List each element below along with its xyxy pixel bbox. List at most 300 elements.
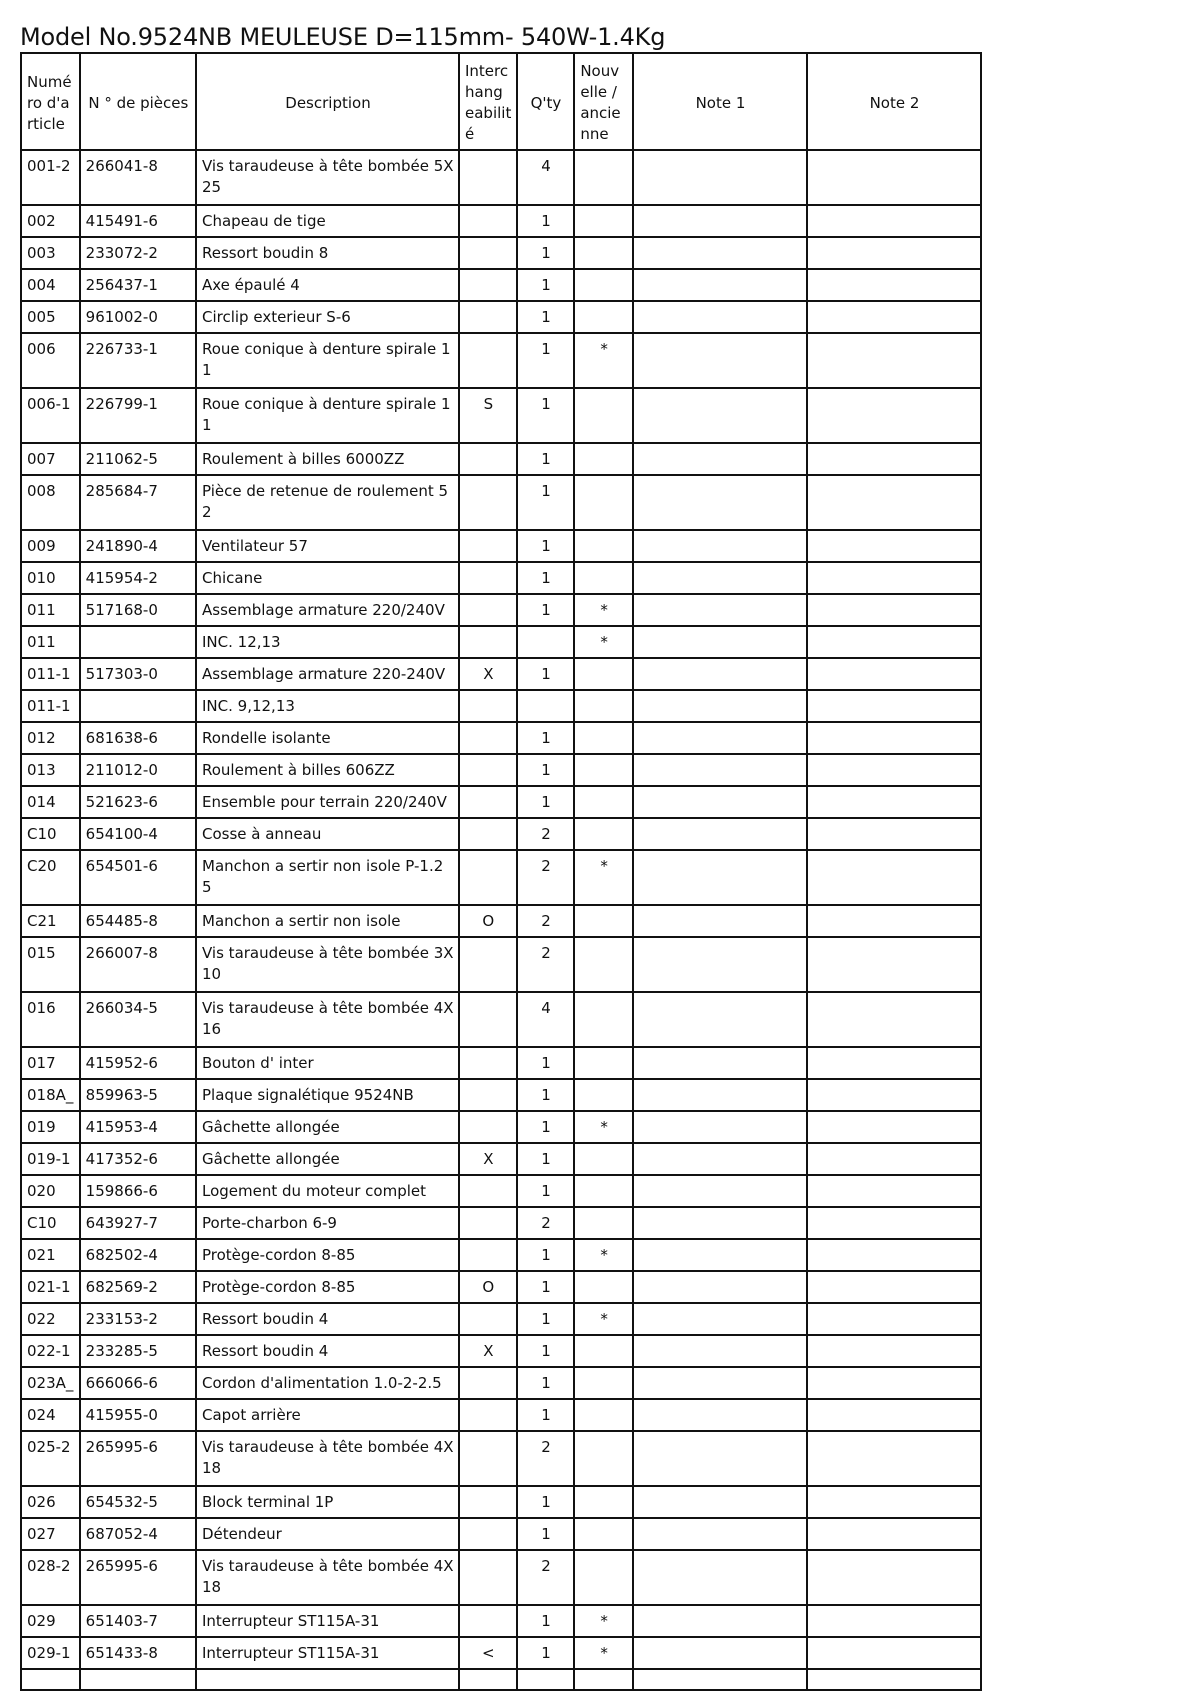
cell-qty: 2 [517, 905, 575, 937]
cell-interchangeability [459, 690, 517, 722]
cell-interchangeability: O [459, 905, 517, 937]
cell-note-2 [807, 388, 981, 443]
cell-description: Capot arrière [196, 1399, 459, 1431]
cell-item-no: 019 [21, 1111, 80, 1143]
cell-item-no: 016 [21, 992, 80, 1047]
cell-new-old: * [574, 594, 633, 626]
cell-note-1 [633, 658, 807, 690]
cell-description: Ventilateur 57 [196, 530, 459, 562]
cell-new-old [574, 1079, 633, 1111]
cell-part-no: 265995-6 [80, 1550, 196, 1605]
cell-qty: 1 [517, 1303, 575, 1335]
cell-new-old [574, 722, 633, 754]
cell-note-1 [633, 818, 807, 850]
cell-part-no: 233153-2 [80, 1303, 196, 1335]
cell-description: Détendeur [196, 1518, 459, 1550]
cell-item-no: 008 [21, 475, 80, 530]
cell-note-2 [807, 443, 981, 475]
cell-interchangeability [459, 475, 517, 530]
cell-description: Cordon d'alimentation 1.0-2-2.5 [196, 1367, 459, 1399]
cell-qty: 1 [517, 1175, 575, 1207]
cell-qty: 1 [517, 1047, 575, 1079]
cell-description: Vis taraudeuse à tête bombée 4X 18 [196, 1431, 459, 1486]
cell-interchangeability [459, 1079, 517, 1111]
parts-table-body [21, 150, 981, 1690]
table-row [21, 850, 981, 905]
cell-part-no: 654485-8 [80, 905, 196, 937]
cell-qty: 1 [517, 786, 575, 818]
cell-new-old [574, 1047, 633, 1079]
cell-qty: 1 [517, 301, 575, 333]
cell-note-2 [807, 237, 981, 269]
cell-interchangeability [459, 530, 517, 562]
cell-description: Manchon a sertir non isole P-1.2 5 [196, 850, 459, 905]
cell-note-1 [633, 388, 807, 443]
cell-note-2 [807, 205, 981, 237]
cell-note-1 [633, 301, 807, 333]
cell-description: Ensemble pour terrain 220/240V [196, 786, 459, 818]
cell-description: Axe épaulé 4 [196, 269, 459, 301]
page-title: Model No.9524NB MEULEUSE D=115mm- 540W-1.4Kg [20, 23, 666, 51]
cell-qty: 1 [517, 658, 575, 690]
cell-description: Gâchette allongée [196, 1111, 459, 1143]
table-row [21, 333, 981, 388]
cell-interchangeability [459, 754, 517, 786]
cell-interchangeability [459, 443, 517, 475]
cell-qty: 1 [517, 1143, 575, 1175]
cell-part-no: 517303-0 [80, 658, 196, 690]
cell-description: Vis taraudeuse à tête bombée 3X 10 [196, 937, 459, 992]
cell-new-old [574, 1399, 633, 1431]
table-row [21, 1303, 981, 1335]
cell-note-1 [633, 786, 807, 818]
header-qty: Q'ty [517, 53, 575, 150]
cell-new-old: * [574, 850, 633, 905]
cell-interchangeability [459, 1550, 517, 1605]
cell-note-2 [807, 1335, 981, 1367]
header-interchangeability: Interc hang eabilit é [459, 53, 517, 150]
table-row [21, 1143, 981, 1175]
table-row [21, 1111, 981, 1143]
table-row [21, 658, 981, 690]
cell-part-no: 241890-4 [80, 530, 196, 562]
cell-item-no: C10 [21, 1207, 80, 1239]
cell-qty: 1 [517, 530, 575, 562]
cell-part-no [80, 1669, 196, 1690]
cell-item-no: 012 [21, 722, 80, 754]
cell-qty [517, 626, 575, 658]
cell-interchangeability [459, 237, 517, 269]
cell-description: Porte-charbon 6-9 [196, 1207, 459, 1239]
cell-note-2 [807, 722, 981, 754]
cell-qty: 1 [517, 269, 575, 301]
cell-note-2 [807, 150, 981, 205]
cell-interchangeability: X [459, 1335, 517, 1367]
cell-interchangeability [459, 722, 517, 754]
cell-item-no: C20 [21, 850, 80, 905]
cell-note-2 [807, 626, 981, 658]
cell-description: INC. 9,12,13 [196, 690, 459, 722]
cell-part-no: 654100-4 [80, 818, 196, 850]
cell-note-1 [633, 754, 807, 786]
header-item-no: Numé ro d'a rticle [21, 53, 80, 150]
cell-description: Roulement à billes 6000ZZ [196, 443, 459, 475]
table-row [21, 1335, 981, 1367]
cell-qty: 1 [517, 1486, 575, 1518]
cell-qty: 1 [517, 754, 575, 786]
cell-part-no: 651403-7 [80, 1605, 196, 1637]
cell-item-no: 020 [21, 1175, 80, 1207]
cell-new-old: * [574, 626, 633, 658]
cell-new-old [574, 530, 633, 562]
table-row [21, 754, 981, 786]
cell-note-1 [633, 850, 807, 905]
cell-description: Vis taraudeuse à tête bombée 5X 25 [196, 150, 459, 205]
cell-new-old: * [574, 1303, 633, 1335]
cell-note-1 [633, 333, 807, 388]
cell-description: Protège-cordon 8-85 [196, 1271, 459, 1303]
cell-note-1 [633, 626, 807, 658]
cell-interchangeability [459, 626, 517, 658]
cell-interchangeability [459, 1239, 517, 1271]
cell-note-1 [633, 1207, 807, 1239]
table-row [21, 301, 981, 333]
cell-qty: 1 [517, 1637, 575, 1669]
cell-qty: 1 [517, 1271, 575, 1303]
cell-item-no: C21 [21, 905, 80, 937]
cell-description: Cosse à anneau [196, 818, 459, 850]
table-row [21, 1518, 981, 1550]
table-row [21, 1271, 981, 1303]
cell-new-old [574, 754, 633, 786]
cell-new-old [574, 562, 633, 594]
cell-note-1 [633, 992, 807, 1047]
cell-item-no: 015 [21, 937, 80, 992]
table-row [21, 1047, 981, 1079]
cell-qty [517, 1669, 575, 1690]
cell-part-no: 233072-2 [80, 237, 196, 269]
table-row [21, 562, 981, 594]
cell-note-2 [807, 269, 981, 301]
cell-part-no: 859963-5 [80, 1079, 196, 1111]
cell-new-old [574, 1669, 633, 1690]
cell-interchangeability: X [459, 1143, 517, 1175]
cell-note-1 [633, 150, 807, 205]
table-row [21, 626, 981, 658]
header-row [21, 53, 981, 150]
cell-note-2 [807, 850, 981, 905]
cell-note-2 [807, 333, 981, 388]
cell-note-2 [807, 1486, 981, 1518]
cell-note-1 [633, 237, 807, 269]
cell-note-1 [633, 1399, 807, 1431]
cell-item-no: 011 [21, 626, 80, 658]
cell-interchangeability [459, 1111, 517, 1143]
cell-note-1 [633, 1111, 807, 1143]
cell-part-no: 233285-5 [80, 1335, 196, 1367]
table-row [21, 150, 981, 205]
cell-interchangeability [459, 205, 517, 237]
cell-item-no: 018A_ [21, 1079, 80, 1111]
cell-part-no: 211012-0 [80, 754, 196, 786]
cell-qty: 4 [517, 150, 575, 205]
cell-part-no: 681638-6 [80, 722, 196, 754]
cell-note-2 [807, 530, 981, 562]
cell-part-no [80, 626, 196, 658]
cell-note-1 [633, 1079, 807, 1111]
cell-part-no: 654532-5 [80, 1486, 196, 1518]
cell-note-1 [633, 1271, 807, 1303]
cell-part-no: 266034-5 [80, 992, 196, 1047]
cell-qty: 1 [517, 722, 575, 754]
table-row [21, 443, 981, 475]
cell-interchangeability [459, 1518, 517, 1550]
cell-part-no: 417352-6 [80, 1143, 196, 1175]
cell-part-no: 415953-4 [80, 1111, 196, 1143]
cell-qty: 1 [517, 475, 575, 530]
cell-item-no [21, 1669, 80, 1690]
table-row [21, 594, 981, 626]
cell-note-1 [633, 1175, 807, 1207]
cell-item-no: 004 [21, 269, 80, 301]
cell-note-2 [807, 1550, 981, 1605]
cell-interchangeability: X [459, 658, 517, 690]
cell-new-old [574, 992, 633, 1047]
cell-part-no: 211062-5 [80, 443, 196, 475]
cell-interchangeability [459, 562, 517, 594]
cell-part-no: 256437-1 [80, 269, 196, 301]
cell-item-no: 011-1 [21, 658, 80, 690]
cell-item-no: 014 [21, 786, 80, 818]
cell-item-no: 028-2 [21, 1550, 80, 1605]
header-part-no: N ° de pièces [80, 53, 196, 150]
table-row [21, 1669, 981, 1690]
cell-description: Manchon a sertir non isole [196, 905, 459, 937]
table-row [21, 937, 981, 992]
cell-description: Chicane [196, 562, 459, 594]
cell-qty: 1 [517, 205, 575, 237]
cell-qty: 2 [517, 1550, 575, 1605]
cell-description: Chapeau de tige [196, 205, 459, 237]
cell-description: Interrupteur ST115A-31 [196, 1605, 459, 1637]
cell-interchangeability [459, 1669, 517, 1690]
cell-interchangeability: < [459, 1637, 517, 1669]
cell-qty: 1 [517, 1239, 575, 1271]
cell-item-no: 026 [21, 1486, 80, 1518]
cell-note-1 [633, 562, 807, 594]
cell-interchangeability [459, 850, 517, 905]
cell-item-no: C10 [21, 818, 80, 850]
cell-new-old [574, 1367, 633, 1399]
table-row [21, 1367, 981, 1399]
cell-description: Roue conique à denture spirale 1 1 [196, 333, 459, 388]
cell-part-no: 961002-0 [80, 301, 196, 333]
cell-description: Ressort boudin 8 [196, 237, 459, 269]
cell-new-old [574, 1550, 633, 1605]
cell-new-old [574, 690, 633, 722]
cell-interchangeability [459, 150, 517, 205]
cell-item-no: 027 [21, 1518, 80, 1550]
cell-interchangeability [459, 1207, 517, 1239]
table-row [21, 1399, 981, 1431]
cell-description: Roue conique à denture spirale 1 1 [196, 388, 459, 443]
cell-description: Circlip exterieur S-6 [196, 301, 459, 333]
cell-qty: 1 [517, 1367, 575, 1399]
cell-item-no: 025-2 [21, 1431, 80, 1486]
table-row [21, 269, 981, 301]
cell-interchangeability [459, 1486, 517, 1518]
cell-interchangeability [459, 1367, 517, 1399]
cell-note-1 [633, 1550, 807, 1605]
cell-note-2 [807, 1669, 981, 1690]
cell-note-2 [807, 754, 981, 786]
cell-qty: 2 [517, 1207, 575, 1239]
cell-description: Ressort boudin 4 [196, 1335, 459, 1367]
cell-interchangeability [459, 1175, 517, 1207]
table-row [21, 1486, 981, 1518]
cell-part-no: 687052-4 [80, 1518, 196, 1550]
cell-part-no: 643927-7 [80, 1207, 196, 1239]
cell-item-no: 024 [21, 1399, 80, 1431]
cell-note-2 [807, 1271, 981, 1303]
cell-qty: 1 [517, 562, 575, 594]
cell-item-no: 006 [21, 333, 80, 388]
cell-new-old: * [574, 1637, 633, 1669]
cell-note-2 [807, 818, 981, 850]
cell-new-old [574, 1271, 633, 1303]
header-note-1: Note 1 [633, 53, 807, 150]
cell-qty: 2 [517, 937, 575, 992]
cell-note-2 [807, 1399, 981, 1431]
cell-new-old: * [574, 1111, 633, 1143]
cell-part-no: 266007-8 [80, 937, 196, 992]
cell-note-1 [633, 1486, 807, 1518]
cell-item-no: 023A_ [21, 1367, 80, 1399]
cell-item-no: 019-1 [21, 1143, 80, 1175]
cell-qty: 1 [517, 1335, 575, 1367]
cell-new-old [574, 301, 633, 333]
cell-qty: 1 [517, 1518, 575, 1550]
cell-description: Rondelle isolante [196, 722, 459, 754]
cell-new-old [574, 443, 633, 475]
cell-note-1 [633, 530, 807, 562]
cell-description: Protège-cordon 8-85 [196, 1239, 459, 1271]
cell-note-2 [807, 594, 981, 626]
header-new-old: Nouv elle / ancie nne [574, 53, 633, 150]
cell-interchangeability [459, 1431, 517, 1486]
cell-new-old [574, 658, 633, 690]
cell-qty: 1 [517, 388, 575, 443]
cell-item-no: 006-1 [21, 388, 80, 443]
cell-qty [517, 690, 575, 722]
cell-note-1 [633, 1367, 807, 1399]
cell-new-old: * [574, 333, 633, 388]
cell-description: Logement du moteur complet [196, 1175, 459, 1207]
cell-item-no: 007 [21, 443, 80, 475]
cell-note-2 [807, 301, 981, 333]
cell-note-2 [807, 562, 981, 594]
cell-part-no: 415491-6 [80, 205, 196, 237]
cell-note-2 [807, 786, 981, 818]
cell-part-no: 651433-8 [80, 1637, 196, 1669]
cell-description: Plaque signalétique 9524NB [196, 1079, 459, 1111]
cell-note-2 [807, 1637, 981, 1669]
cell-note-2 [807, 1239, 981, 1271]
cell-note-2 [807, 1143, 981, 1175]
cell-note-2 [807, 1111, 981, 1143]
cell-new-old: * [574, 1605, 633, 1637]
cell-description: Ressort boudin 4 [196, 1303, 459, 1335]
cell-part-no: 654501-6 [80, 850, 196, 905]
cell-note-1 [633, 1431, 807, 1486]
cell-interchangeability [459, 1399, 517, 1431]
cell-qty: 2 [517, 1431, 575, 1486]
cell-part-no: 666066-6 [80, 1367, 196, 1399]
cell-item-no: 010 [21, 562, 80, 594]
cell-note-1 [633, 1303, 807, 1335]
cell-new-old [574, 1143, 633, 1175]
cell-part-no: 159866-6 [80, 1175, 196, 1207]
cell-item-no: 029 [21, 1605, 80, 1637]
cell-item-no: 001-2 [21, 150, 80, 205]
cell-note-1 [633, 205, 807, 237]
cell-qty: 1 [517, 594, 575, 626]
parts-table [20, 52, 982, 1691]
cell-interchangeability [459, 786, 517, 818]
cell-new-old [574, 1175, 633, 1207]
cell-new-old [574, 150, 633, 205]
cell-new-old [574, 1431, 633, 1486]
table-row [21, 530, 981, 562]
cell-part-no [80, 690, 196, 722]
table-row [21, 992, 981, 1047]
table-row [21, 690, 981, 722]
header-description: Description [196, 53, 459, 150]
table-row [21, 1637, 981, 1669]
table-row [21, 1079, 981, 1111]
cell-qty: 2 [517, 818, 575, 850]
cell-note-1 [633, 1518, 807, 1550]
cell-part-no: 415954-2 [80, 562, 196, 594]
cell-part-no: 682502-4 [80, 1239, 196, 1271]
cell-new-old [574, 269, 633, 301]
cell-note-1 [633, 1637, 807, 1669]
cell-item-no: 029-1 [21, 1637, 80, 1669]
cell-interchangeability [459, 594, 517, 626]
cell-part-no: 517168-0 [80, 594, 196, 626]
cell-qty: 1 [517, 1079, 575, 1111]
cell-description: Gâchette allongée [196, 1143, 459, 1175]
cell-new-old [574, 475, 633, 530]
cell-part-no: 266041-8 [80, 150, 196, 205]
table-row [21, 475, 981, 530]
table-row [21, 1175, 981, 1207]
cell-note-1 [633, 1335, 807, 1367]
cell-description: Roulement à billes 606ZZ [196, 754, 459, 786]
cell-interchangeability: O [459, 1271, 517, 1303]
cell-item-no: 017 [21, 1047, 80, 1079]
cell-qty: 1 [517, 1605, 575, 1637]
table-row [21, 388, 981, 443]
cell-note-2 [807, 690, 981, 722]
cell-new-old [574, 818, 633, 850]
cell-part-no: 265995-6 [80, 1431, 196, 1486]
cell-description: Vis taraudeuse à tête bombée 4X 18 [196, 1550, 459, 1605]
cell-qty: 1 [517, 1399, 575, 1431]
cell-note-1 [633, 594, 807, 626]
cell-note-1 [633, 443, 807, 475]
cell-description: Pièce de retenue de roulement 5 2 [196, 475, 459, 530]
